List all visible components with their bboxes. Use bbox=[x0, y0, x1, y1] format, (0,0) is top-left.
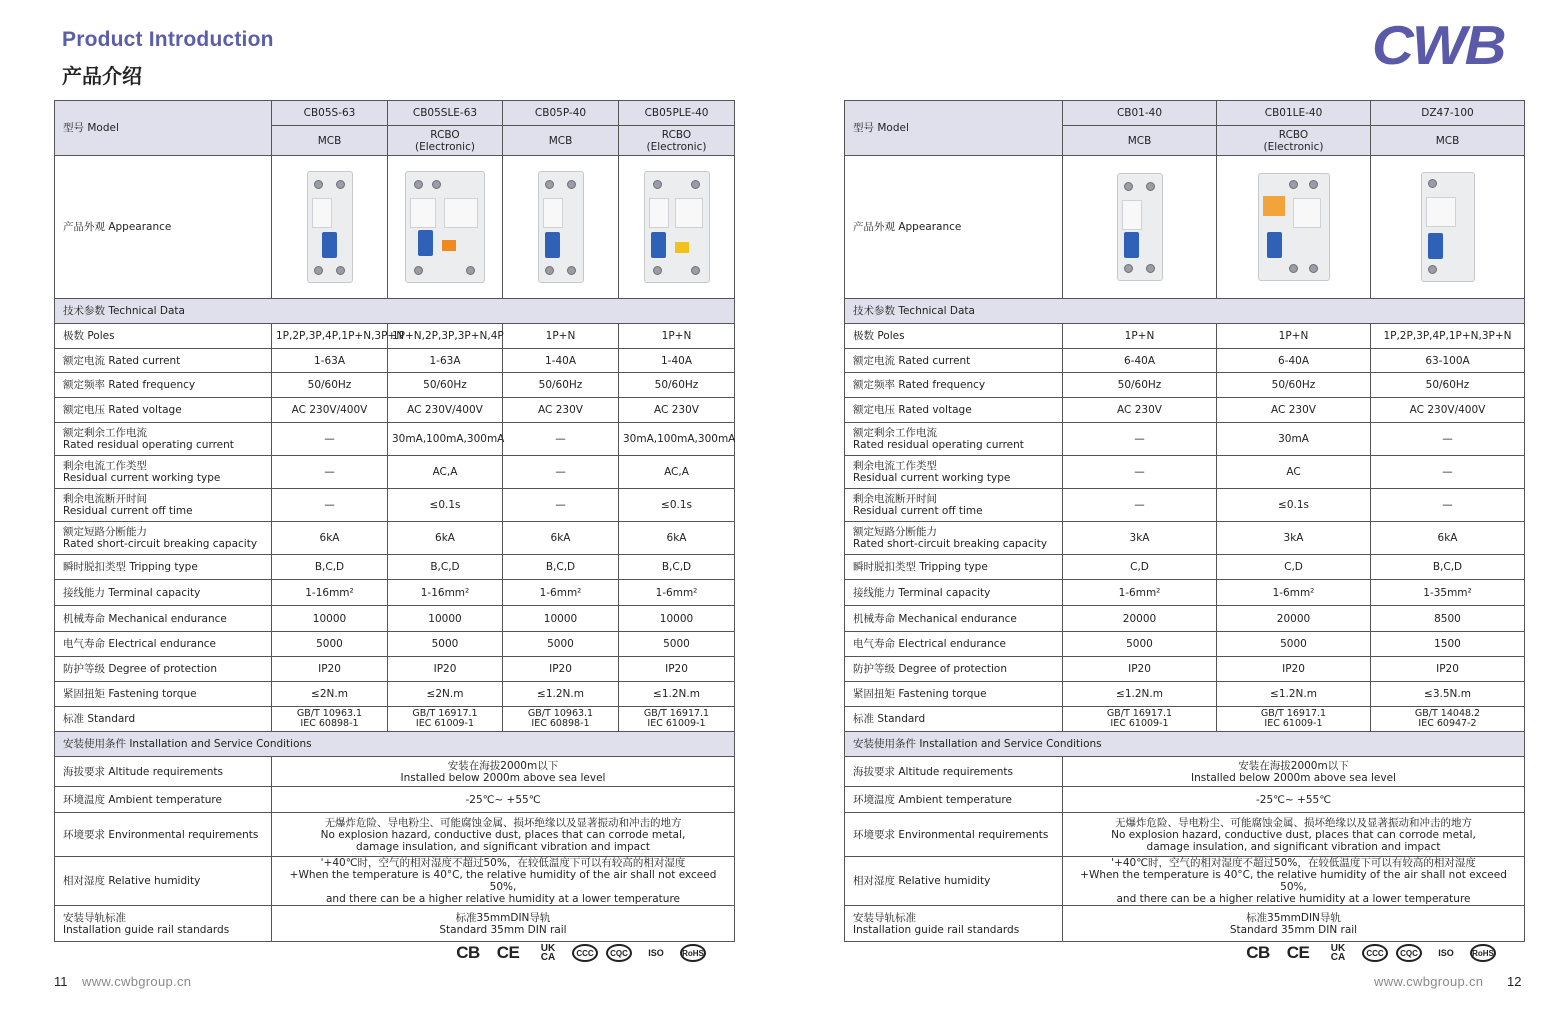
table-row bbox=[845, 324, 1525, 349]
row-label: 额定短路分断能力 Rated short-circuit breaking capacity bbox=[55, 522, 272, 555]
row-label: 额定剩余工作电流 Rated residual operating current bbox=[55, 423, 272, 456]
table-row bbox=[845, 349, 1525, 373]
cell: -25℃~ +55℃ bbox=[1063, 787, 1525, 813]
page-number-left: 11 bbox=[54, 974, 68, 989]
cell: ≤1.2N.m bbox=[619, 682, 735, 707]
cell: 6-40A bbox=[1217, 349, 1371, 373]
cell: GB/T 16917.1 IEC 61009-1 bbox=[388, 707, 503, 732]
cell: 20000 bbox=[1063, 606, 1217, 632]
spec-table-right bbox=[844, 100, 1525, 942]
cell: ≤0.1s bbox=[1217, 489, 1371, 522]
cell: IP20 bbox=[1371, 657, 1525, 682]
table-row bbox=[845, 757, 1525, 787]
table-row bbox=[845, 682, 1525, 707]
cell: 50/60Hz bbox=[1063, 373, 1217, 398]
page-number-right: 12 bbox=[1507, 974, 1522, 989]
cell: 5000 bbox=[272, 632, 388, 657]
ukca-mark-icon: UK CA bbox=[1330, 943, 1346, 963]
row-label: 额定短路分断能力 Rated short-circuit breaking capacity bbox=[845, 522, 1063, 555]
cell: GB/T 14048.2 IEC 60947-2 bbox=[1371, 707, 1525, 732]
cb-mark-icon: CB bbox=[1246, 943, 1270, 962]
cell: IP20 bbox=[619, 657, 735, 682]
table-row bbox=[55, 632, 735, 657]
cell: 5000 bbox=[1063, 632, 1217, 657]
row-label: 电气寿命 Electrical endurance bbox=[55, 632, 272, 657]
cell: C,D bbox=[1063, 555, 1217, 580]
model-label: 型号 Model bbox=[845, 101, 1063, 156]
cell: — bbox=[503, 423, 619, 456]
model-name: DZ47-100 bbox=[1371, 101, 1525, 126]
cell: AC 230V bbox=[619, 398, 735, 423]
table-row bbox=[55, 398, 735, 423]
row-label: 极数 Poles bbox=[845, 324, 1063, 349]
cell: — bbox=[1063, 423, 1217, 456]
cell: B,C,D bbox=[388, 555, 503, 580]
cwb-logo: CWB bbox=[1372, 14, 1505, 77]
product-type: RCBO (Electronic) bbox=[1217, 126, 1371, 156]
cell: 5000 bbox=[388, 632, 503, 657]
table-row bbox=[55, 324, 735, 349]
cell: 3kA bbox=[1217, 522, 1371, 555]
cell: 6kA bbox=[272, 522, 388, 555]
model-label: 型号 Model bbox=[55, 101, 272, 156]
cell: GB/T 10963.1 IEC 60898-1 bbox=[272, 707, 388, 732]
row-label: 剩余电流断开时间 Residual current off time bbox=[55, 489, 272, 522]
table-row bbox=[55, 456, 735, 489]
cell: 1P+N,2P,3P,3P+N,4P bbox=[388, 324, 503, 349]
cell: 5000 bbox=[503, 632, 619, 657]
ccc-mark-icon: CCC bbox=[572, 944, 598, 962]
cell: AC bbox=[1217, 456, 1371, 489]
cb-mark-icon: CB bbox=[456, 943, 480, 962]
row-label: 极数 Poles bbox=[55, 324, 272, 349]
cell: — bbox=[1063, 456, 1217, 489]
rohs-mark-icon: RoHS bbox=[1470, 944, 1496, 962]
row-label: 紧固扭矩 Fastening torque bbox=[55, 682, 272, 707]
row-label: 电气寿命 Electrical endurance bbox=[845, 632, 1063, 657]
cell: 6-40A bbox=[1063, 349, 1217, 373]
product-type: MCB bbox=[503, 126, 619, 156]
table-row bbox=[845, 632, 1525, 657]
cell: 1500 bbox=[1371, 632, 1525, 657]
row-label: 环境温度 Ambient temperature bbox=[845, 787, 1063, 813]
row-label: 标准 Standard bbox=[55, 707, 272, 732]
cell: C,D bbox=[1217, 555, 1371, 580]
row-label: 剩余电流工作类型 Residual current working type bbox=[845, 456, 1063, 489]
cell: AC 230V bbox=[1063, 398, 1217, 423]
table-row bbox=[55, 857, 735, 906]
row-label: 海拔要求 Altitude requirements bbox=[55, 757, 272, 787]
cqc-mark-icon: CQC bbox=[606, 944, 632, 962]
appearance-label: 产品外观 Appearance bbox=[845, 156, 1063, 299]
table-row bbox=[55, 373, 735, 398]
model-row bbox=[845, 101, 1525, 126]
row-label: 环境要求 Environmental requirements bbox=[845, 813, 1063, 857]
cell: 30mA bbox=[1217, 423, 1371, 456]
cell: ≤2N.m bbox=[388, 682, 503, 707]
cell: IP20 bbox=[1063, 657, 1217, 682]
table-row bbox=[845, 657, 1525, 682]
cell: 1-40A bbox=[503, 349, 619, 373]
row-label: 机械寿命 Mechanical endurance bbox=[845, 606, 1063, 632]
tech-section-row bbox=[55, 299, 735, 324]
cell: 8500 bbox=[1371, 606, 1525, 632]
table-row bbox=[55, 606, 735, 632]
table-row bbox=[55, 489, 735, 522]
table-row bbox=[845, 707, 1525, 732]
table-row bbox=[55, 555, 735, 580]
row-label: 额定电压 Rated voltage bbox=[55, 398, 272, 423]
cell: 标准35mmDIN导轨 Standard 35mm DIN rail bbox=[272, 906, 735, 942]
cell: 20000 bbox=[1217, 606, 1371, 632]
website-link-left[interactable]: www.cwbgroup.cn bbox=[82, 974, 192, 989]
model-name: CB05PLE-40 bbox=[619, 101, 735, 126]
product-image bbox=[388, 156, 503, 299]
row-label: 安装导轨标准 Installation guide rail standards bbox=[55, 906, 272, 942]
cell: AC 230V/400V bbox=[272, 398, 388, 423]
cell: IP20 bbox=[1217, 657, 1371, 682]
model-name: CB01LE-40 bbox=[1217, 101, 1371, 126]
cell: 1P+N bbox=[503, 324, 619, 349]
row-label: 额定剩余工作电流 Rated residual operating current bbox=[845, 423, 1063, 456]
table-row bbox=[845, 373, 1525, 398]
table-row bbox=[845, 606, 1525, 632]
row-label: 标准 Standard bbox=[845, 707, 1063, 732]
cell: 1-16mm² bbox=[388, 580, 503, 606]
cell: 30mA,100mA,300mA bbox=[388, 423, 503, 456]
table-row bbox=[845, 857, 1525, 906]
table-row bbox=[55, 657, 735, 682]
cell: — bbox=[1371, 489, 1525, 522]
product-type: RCBO (Electronic) bbox=[619, 126, 735, 156]
cell: 6kA bbox=[388, 522, 503, 555]
ce-mark-icon: CE bbox=[1286, 943, 1310, 962]
row-label: 机械寿命 Mechanical endurance bbox=[55, 606, 272, 632]
model-name: CB05S-63 bbox=[272, 101, 388, 126]
row-label: 海拔要求 Altitude requirements bbox=[845, 757, 1063, 787]
row-label: 防护等级 Degree of protection bbox=[845, 657, 1063, 682]
cell: 1-63A bbox=[272, 349, 388, 373]
cell: ≤1.2N.m bbox=[1217, 682, 1371, 707]
cell: 标准35mmDIN导轨 Standard 35mm DIN rail bbox=[1063, 906, 1525, 942]
section-heading: 安装使用条件 Installation and Service Conditions bbox=[845, 732, 1525, 757]
row-label: 额定电流 Rated current bbox=[55, 349, 272, 373]
cell: 3kA bbox=[1063, 522, 1217, 555]
iso-mark-icon: ISO bbox=[1438, 948, 1454, 958]
appearance-label: 产品外观 Appearance bbox=[55, 156, 272, 299]
cell: ≤3.5N.m bbox=[1371, 682, 1525, 707]
cell: 6kA bbox=[1371, 522, 1525, 555]
cell: IP20 bbox=[272, 657, 388, 682]
ccc-mark-icon: CCC bbox=[1362, 944, 1388, 962]
row-label: 环境要求 Environmental requirements bbox=[55, 813, 272, 857]
model-name: CB05P-40 bbox=[503, 101, 619, 126]
table-row bbox=[55, 682, 735, 707]
ukca-mark-icon: UK CA bbox=[540, 943, 556, 963]
product-image bbox=[619, 156, 735, 299]
row-label: 瞬时脱扣类型 Tripping type bbox=[55, 555, 272, 580]
page-subtitle: 产品介绍 bbox=[62, 64, 142, 88]
table-row bbox=[55, 707, 735, 732]
install-section-row bbox=[845, 732, 1525, 757]
table-row bbox=[845, 456, 1525, 489]
cell: 50/60Hz bbox=[1371, 373, 1525, 398]
cell: 1-6mm² bbox=[503, 580, 619, 606]
row-label: 瞬时脱扣类型 Tripping type bbox=[845, 555, 1063, 580]
product-image bbox=[1217, 156, 1371, 299]
table-row bbox=[845, 522, 1525, 555]
table-row bbox=[55, 349, 735, 373]
table-row bbox=[55, 522, 735, 555]
cell: '+40℃时，空气的相对湿度不超过50%，在较低温度下可以有较高的相对湿度 +When the temperature is 40°C, the relative humidity of the air shall not exceed 50%, and there can be a higher relative humidity at a lower temperature bbox=[1063, 857, 1525, 906]
certification-row-right bbox=[1242, 942, 1496, 964]
cell: 1-6mm² bbox=[619, 580, 735, 606]
cell: AC 230V/400V bbox=[388, 398, 503, 423]
cell: 1P,2P,3P,4P,1P+N,3P+N bbox=[1371, 324, 1525, 349]
cell: IP20 bbox=[388, 657, 503, 682]
model-name: CB05SLE-63 bbox=[388, 101, 503, 126]
table-row bbox=[845, 813, 1525, 857]
cell: AC,A bbox=[388, 456, 503, 489]
cell: 6kA bbox=[619, 522, 735, 555]
cell: 10000 bbox=[503, 606, 619, 632]
cell: ≤2N.m bbox=[272, 682, 388, 707]
section-heading: 安装使用条件 Installation and Service Conditions bbox=[55, 732, 735, 757]
appearance-row bbox=[845, 156, 1525, 299]
cell: 50/60Hz bbox=[619, 373, 735, 398]
cell: 50/60Hz bbox=[272, 373, 388, 398]
table-row bbox=[845, 489, 1525, 522]
product-type: RCBO (Electronic) bbox=[388, 126, 503, 156]
row-label: 接线能力 Terminal capacity bbox=[55, 580, 272, 606]
table-row bbox=[845, 580, 1525, 606]
table-row bbox=[845, 398, 1525, 423]
cell: ≤0.1s bbox=[619, 489, 735, 522]
row-label: 相对湿度 Relative humidity bbox=[55, 857, 272, 906]
cell: 5000 bbox=[619, 632, 735, 657]
iso-mark-icon: ISO bbox=[648, 948, 664, 958]
cell: 6kA bbox=[503, 522, 619, 555]
cell: — bbox=[272, 489, 388, 522]
cell: AC 230V bbox=[1217, 398, 1371, 423]
spec-table-left bbox=[54, 100, 735, 942]
cell: 1-6mm² bbox=[1217, 580, 1371, 606]
ce-mark-icon: CE bbox=[496, 943, 520, 962]
cell: GB/T 16917.1 IEC 61009-1 bbox=[619, 707, 735, 732]
product-type: MCB bbox=[272, 126, 388, 156]
cell: ≤1.2N.m bbox=[1063, 682, 1217, 707]
row-label: 接线能力 Terminal capacity bbox=[845, 580, 1063, 606]
cell: GB/T 10963.1 IEC 60898-1 bbox=[503, 707, 619, 732]
cell: ≤0.1s bbox=[388, 489, 503, 522]
cell: — bbox=[272, 456, 388, 489]
row-label: 剩余电流断开时间 Residual current off time bbox=[845, 489, 1063, 522]
table-row bbox=[845, 555, 1525, 580]
cell: GB/T 16917.1 IEC 61009-1 bbox=[1063, 707, 1217, 732]
table-row bbox=[845, 423, 1525, 456]
cell: B,C,D bbox=[503, 555, 619, 580]
row-label: 额定频率 Rated frequency bbox=[55, 373, 272, 398]
product-image bbox=[272, 156, 388, 299]
table-row bbox=[55, 813, 735, 857]
cell: IP20 bbox=[503, 657, 619, 682]
cqc-mark-icon: CQC bbox=[1396, 944, 1422, 962]
cell: AC 230V bbox=[503, 398, 619, 423]
cell: ≤1.2N.m bbox=[503, 682, 619, 707]
cell: 10000 bbox=[619, 606, 735, 632]
table-row bbox=[845, 906, 1525, 942]
cell: — bbox=[1063, 489, 1217, 522]
row-label: 防护等级 Degree of protection bbox=[55, 657, 272, 682]
product-image bbox=[1371, 156, 1525, 299]
cell: AC,A bbox=[619, 456, 735, 489]
cell: — bbox=[1371, 423, 1525, 456]
cell: — bbox=[503, 456, 619, 489]
row-label: 额定频率 Rated frequency bbox=[845, 373, 1063, 398]
cell: — bbox=[503, 489, 619, 522]
cell: 安装在海拔2000m以下 Installed below 2000m above sea level bbox=[1063, 757, 1525, 787]
table-row bbox=[55, 757, 735, 787]
cell: AC 230V/400V bbox=[1371, 398, 1525, 423]
model-row bbox=[55, 101, 735, 126]
cell: — bbox=[1371, 456, 1525, 489]
cell: 63-100A bbox=[1371, 349, 1525, 373]
cell: 50/60Hz bbox=[1217, 373, 1371, 398]
cell: 50/60Hz bbox=[388, 373, 503, 398]
row-label: 紧固扭矩 Fastening torque bbox=[845, 682, 1063, 707]
cell: GB/T 16917.1 IEC 61009-1 bbox=[1217, 707, 1371, 732]
section-heading: 技术参数 Technical Data bbox=[845, 299, 1525, 324]
cell: 1-6mm² bbox=[1063, 580, 1217, 606]
cell: B,C,D bbox=[619, 555, 735, 580]
cell: 1-63A bbox=[388, 349, 503, 373]
cell: 无爆炸危险、导电粉尘、可能腐蚀金属、损坏绝缘以及显著振动和冲击的地方 No explosion hazard, conductive dust, places that can corrode metal, damage insulation, and significant vibration and impact bbox=[1063, 813, 1525, 857]
cell: 10000 bbox=[388, 606, 503, 632]
model-name: CB01-40 bbox=[1063, 101, 1217, 126]
table-row bbox=[55, 580, 735, 606]
cell: -25℃~ +55℃ bbox=[272, 787, 735, 813]
row-label: 相对湿度 Relative humidity bbox=[845, 857, 1063, 906]
product-type: MCB bbox=[1063, 126, 1217, 156]
table-row bbox=[55, 906, 735, 942]
cell: 1-35mm² bbox=[1371, 580, 1525, 606]
cell: 安装在海拔2000m以下 Installed below 2000m above sea level bbox=[272, 757, 735, 787]
row-label: 额定电流 Rated current bbox=[845, 349, 1063, 373]
section-heading: 技术参数 Technical Data bbox=[55, 299, 735, 324]
cell: B,C,D bbox=[1371, 555, 1525, 580]
certification-row-left bbox=[452, 942, 706, 964]
product-type: MCB bbox=[1371, 126, 1525, 156]
install-section-row bbox=[55, 732, 735, 757]
cell: 1P+N bbox=[619, 324, 735, 349]
rohs-mark-icon: RoHS bbox=[680, 944, 706, 962]
cell: '+40℃时，空气的相对湿度不超过50%，在较低温度下可以有较高的相对湿度 +When the temperature is 40°C, the relative humidity of the air shall not exceed 50%, and there can be a higher relative humidity at a lower temperature bbox=[272, 857, 735, 906]
cell: B,C,D bbox=[272, 555, 388, 580]
website-link-right[interactable]: www.cwbgroup.cn bbox=[1374, 974, 1484, 989]
table-row bbox=[55, 787, 735, 813]
cell: 50/60Hz bbox=[503, 373, 619, 398]
row-label: 剩余电流工作类型 Residual current working type bbox=[55, 456, 272, 489]
cell: 1-16mm² bbox=[272, 580, 388, 606]
cell: 30mA,100mA,300mA bbox=[619, 423, 735, 456]
cell: 1P+N bbox=[1217, 324, 1371, 349]
cell: 1-40A bbox=[619, 349, 735, 373]
table-row bbox=[845, 787, 1525, 813]
row-label: 安装导轨标准 Installation guide rail standards bbox=[845, 906, 1063, 942]
tech-section-row bbox=[845, 299, 1525, 324]
cell: — bbox=[272, 423, 388, 456]
row-label: 环境温度 Ambient temperature bbox=[55, 787, 272, 813]
cell: 无爆炸危险、导电粉尘、可能腐蚀金属、损坏绝缘以及显著振动和冲击的地方 No explosion hazard, conductive dust, places that can corrode metal, damage insulation, and significant vibration and impact bbox=[272, 813, 735, 857]
cell: 1P+N bbox=[1063, 324, 1217, 349]
table-row bbox=[55, 423, 735, 456]
page-title: Product Introduction bbox=[62, 28, 274, 51]
cell: 1P,2P,3P,4P,1P+N,3P+N bbox=[272, 324, 388, 349]
cell: 5000 bbox=[1217, 632, 1371, 657]
product-image bbox=[1063, 156, 1217, 299]
row-label: 额定电压 Rated voltage bbox=[845, 398, 1063, 423]
product-image bbox=[503, 156, 619, 299]
appearance-row bbox=[55, 156, 735, 299]
cell: 10000 bbox=[272, 606, 388, 632]
